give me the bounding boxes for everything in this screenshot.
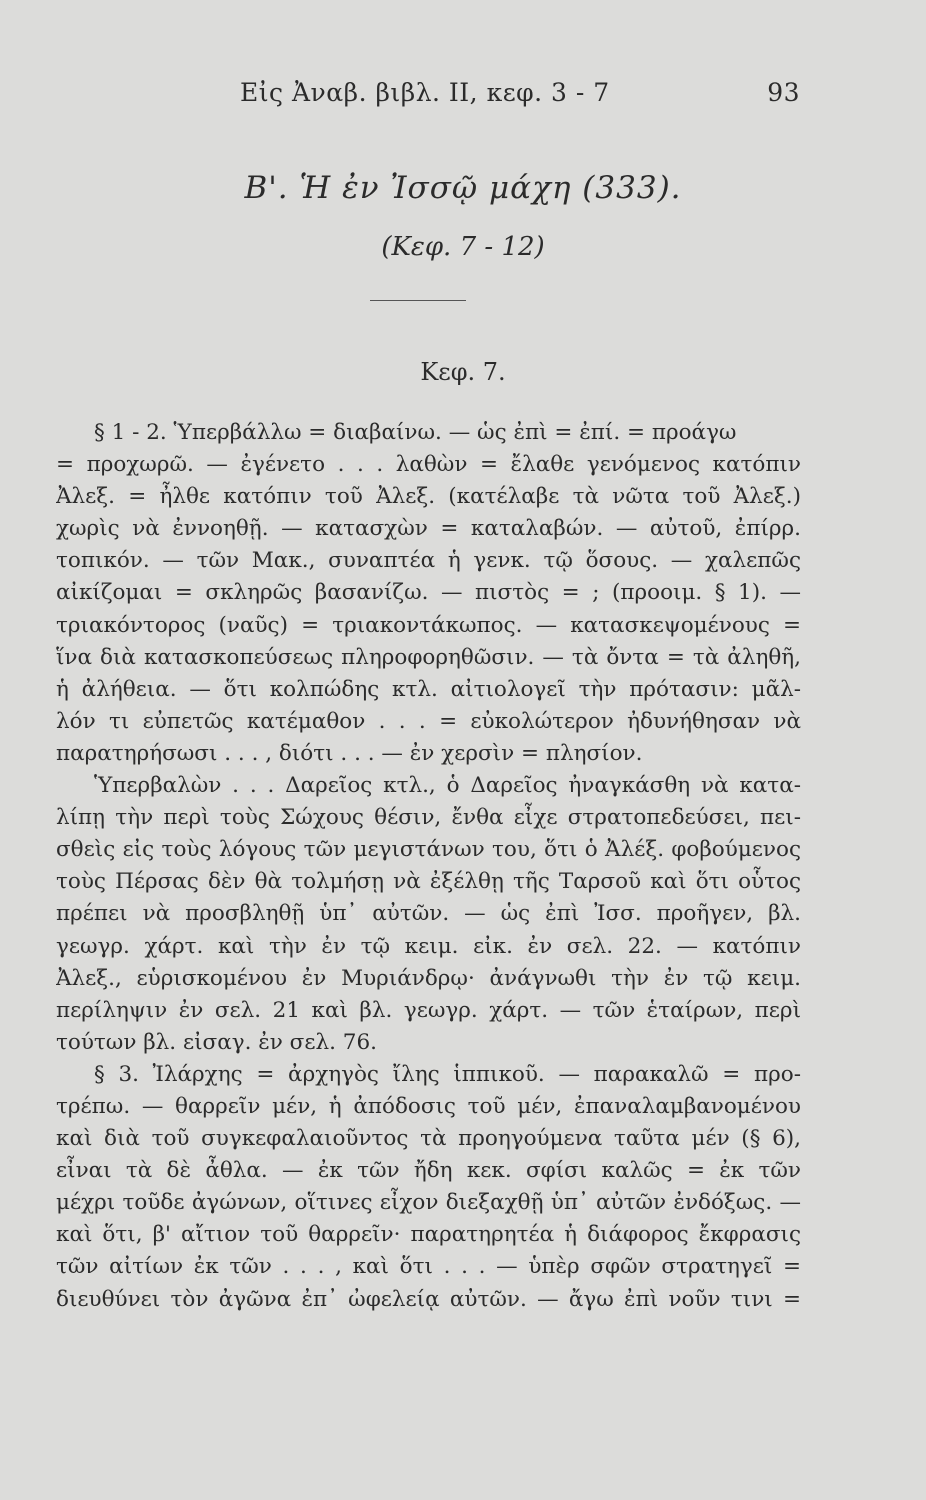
text-line: Ὑπερβαλὼν . . . Δαρεῖος κτλ., ὁ Δαρεῖος ἠναγκάσθη νὰ κατα- — [94, 773, 801, 799]
chapter-range: (Κεφ. 7 - 12) — [381, 232, 545, 262]
text-line: πρέπει νὰ προσβληθῇ ὑπ᾿ αὐτῶν. — ὡς ἐπὶ Ἰσσ. προῆγεν, βλ. — [56, 901, 801, 927]
text-line: γεωγρ. χάρτ. καὶ τὴν ἐν τῷ κειμ. εἰκ. ἐν σελ. 22. — κατόπιν — [56, 933, 801, 959]
text-line: μέχρι τοῦδε ἀγώνων, οἵτινες εἶχον διεξαχθῇ ὑπ᾿ αὐτῶν ἐνδόξως. — — [56, 1190, 801, 1216]
chapter-heading: Κεφ. 7. — [420, 358, 506, 386]
text-line: ἵνα διὰ κατασκοπεύσεως πληροφορηθῶσιν. — τὰ ὄντα = τὰ ἀληθῆ, — [56, 644, 801, 670]
section-title: Β'. Ἡ ἐν Ἰσσῷ μάχη (333). — [244, 170, 682, 206]
page-number: 93 — [767, 78, 800, 107]
text-line: τούτων βλ. εἰσαγ. ἐν σελ. 76. — [56, 1029, 377, 1055]
text-line: λόν τι εὐπετῶς κατέμαθον . . . = εὐκολώτερον ἠδυνήθησαν νὰ — [56, 708, 801, 734]
commentary-text — [56, 417, 801, 1316]
text-line: παρατηρήσωσι . . . , διότι . . . — ἐν χερσὶν = πλησίον. — [56, 740, 643, 766]
text-line: εἶναι τὰ δὲ ἆθλα. — ἐκ τῶν ἤδη κεκ. σφίσι καλῶς = ἐκ τῶν — [56, 1158, 801, 1184]
text-line: Ἀλεξ., εὑρισκομένου ἐν Μυριάνδρῳ· ἀνάγνωθι τὴν ἐν τῷ κειμ. — [56, 965, 801, 991]
text-line: τοπικόν. — τῶν Μακ., συναπτέα ἡ γενκ. τῷ ὅσους. — χαλεπῶς — [56, 548, 801, 574]
text-line: τρέπω. — θαρρεῖν μέν, ἡ ἀπόδοσις τοῦ μέν, ἐπαναλαμβανομένου — [56, 1093, 801, 1119]
text-line: ἡ ἀλήθεια. — ὅτι κολπώδης κτλ. αἰτιολογεῖ τὴν πρότασιν: μᾶλ- — [56, 676, 801, 702]
text-line: διευθύνει τὸν ἀγῶνα ἐπ᾿ ὠφελείᾳ αὐτῶν. — ἄγω ἐπὶ νοῦν τινι = — [56, 1286, 801, 1312]
text-line: αἰκίζομαι = σκληρῶς βασανίζω. — πιστὸς = ; (προοιμ. § 1). — — [56, 580, 801, 606]
running-head-title: Εἰς Ἀναβ. βιβλ. ΙΙ, κεφ. 3 - 7 — [240, 78, 610, 107]
text-line: σθεὶς εἰς τοὺς λόγους τῶν μεγιστάνων του, ὅτι ὁ Ἀλέξ. φοβούμενος — [56, 837, 801, 863]
text-line: καὶ ὅτι, β' αἴτιον τοῦ θαρρεῖν· παρατηρητέα ἡ διάφορος ἔκφρασις — [56, 1222, 801, 1248]
text-line: Ἀλεξ. = ἦλθε κατόπιν τοῦ Ἀλεξ. (κατέλαβε τὰ νῶτα τοῦ Ἀλεξ.) — [56, 484, 801, 510]
text-line: καὶ διὰ τοῦ συγκεφαλαιοῦντος τὰ προηγούμενα ταῦτα μέν (§ 6), — [56, 1126, 801, 1152]
text-line: τῶν αἰτίων ἐκ τῶν . . . , καὶ ὅτι . . . — ὑπὲρ σφῶν στρατηγεῖ = — [56, 1254, 801, 1280]
divider-rule — [370, 300, 466, 301]
text-line: χωρὶς νὰ ἐννοηθῇ. — κατασχὼν = καταλαβών. — αὐτοῦ, ἐπίρρ. — [56, 516, 801, 542]
text-line: τριακόντορος (ναῦς) = τριακοντάκωπος. — κατασκεψομένους = — [56, 612, 801, 638]
text-line: τοὺς Πέρσας δὲν θὰ τολμήσῃ νὰ ἐξέλθῃ τῆς Ταρσοῦ καὶ ὅτι οὗτος — [56, 869, 801, 895]
text-line: § 3. Ἰλάρχης = ἀρχηγὸς ἴλης ἱππικοῦ. — παρακαλῶ = προ- — [94, 1061, 801, 1087]
text-line: περίληψιν ἐν σελ. 21 καὶ βλ. γεωγρ. χάρτ. — τῶν ἑταίρων, περὶ — [56, 997, 801, 1023]
text-line: § 1 - 2. Ὑπερβάλλω = διαβαίνω. — ὡς ἐπὶ = ἐπί. = προάγω — [94, 420, 737, 445]
text-line: = προχωρῶ. — ἐγένετο . . . λαθὼν = ἔλαθε γενόμενος κατόπιν — [56, 452, 801, 478]
text-line: λίπῃ τὴν περὶ τοὺς Σώχους θέσιν, ἔνθα εἶχε στρατοπεδεύσει, πει- — [56, 805, 801, 831]
